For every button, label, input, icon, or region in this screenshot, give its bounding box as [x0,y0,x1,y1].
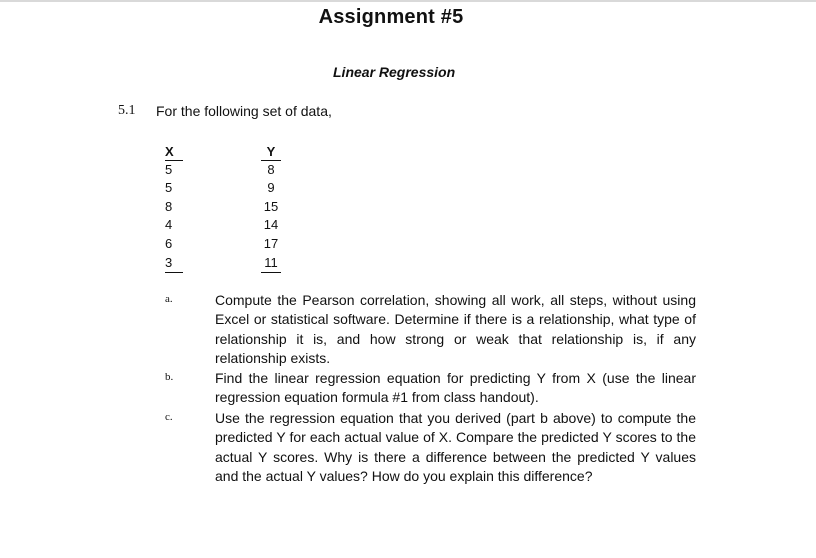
table-cell-y: 17 [263,235,279,251]
question-number: 5.1 [118,103,136,118]
part-b-letter: b. [165,371,174,383]
part-a-letter: a. [165,293,173,305]
page-subtitle: Linear Regression [333,64,456,80]
part-a-text: Compute the Pearson correlation, showing all work, all steps, without using Excel or statistical software. Determine if there is a relationship, what type of relationship it is, and how strong or weak that relationship is, if any relationship exists. [215,292,696,367]
part-b-text: Find the linear regression equation for predicting Y from X (use the linear regression equation formula #1 from class handout). [215,370,696,406]
table-header-y: Y [261,143,281,161]
part-c-letter: c. [165,411,173,423]
table-cell-y: 9 [267,180,275,196]
table-cell-x: 5 [165,161,173,177]
question-prompt: For the following set of data, [156,103,332,119]
table-cell-x: 5 [165,180,173,196]
page-title-text: Assignment #5 [318,6,464,28]
part-c-text: Use the regression equation that you derived (part b above) to compute the predicted Y for each actual value of X. Compare the predicted Y scores to the actual Y scores. Why is there a difference between the predicted Y values and the actual Y values? How do you explain this difference? [215,410,696,485]
table-header-x: X [165,143,183,161]
table-cell-x: 8 [165,198,173,214]
table-cell-x: 3 [165,254,183,274]
table-cell-y: 14 [263,217,279,233]
table-cell-y: 15 [263,198,279,214]
top-border-line [0,0,816,2]
table-cell-x: 4 [165,217,173,233]
table-cell-x: 6 [165,235,173,251]
page-title [0,6,816,29]
table-cell-y: 8 [267,161,275,177]
table-cell-y: 11 [261,254,281,274]
